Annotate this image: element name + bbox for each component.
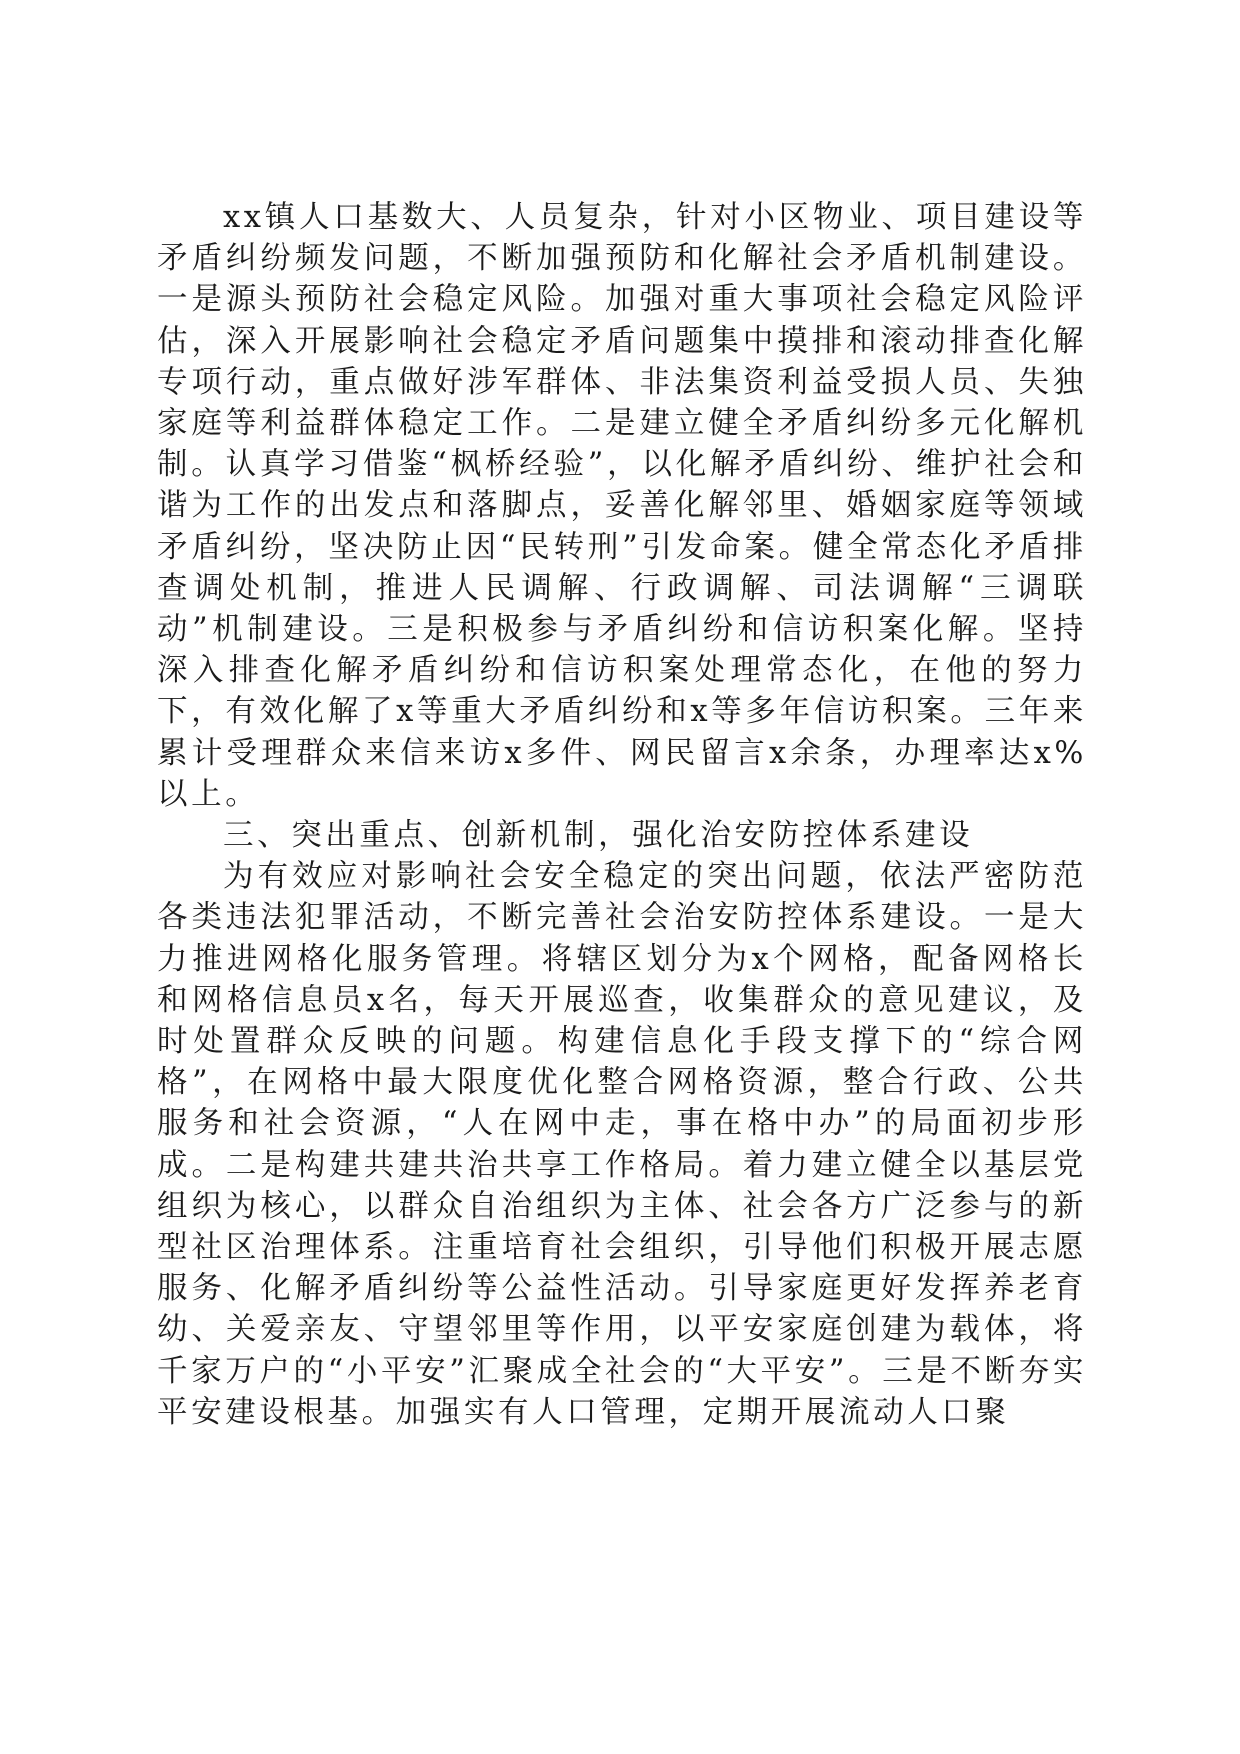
section-heading: 三、突出重点、创新机制，强化治安防控体系建设 (223, 818, 974, 854)
document-body (157, 197, 1087, 1433)
body-paragraph: 为有效应对影响社会安全稳定的突出问题，依法严密防范各类违法犯罪活动，不断完善社会治安防控体系建设。一是大力推进网格化服务管理。将辖区划分为x个网格，配备网格长和网格信息员x名，每天开展巡查，收集群众的意见建议，及时处置群众反映的问题。构建信息化手段支撑下的“综合网格”，在网格中最大限度优化整合网格资源，整合行政、公共服务和社会资源，“人在网中走，事在格中办”的局面初步形成。二是构建共建共治共享工作格局。着力建立健全以基层党组织为核心，以群众自治组织为主体、社会各方广泛参与的新型社区治理体系。注重培育社会组织，引导他们积极开展志愿服务、化解矛盾纠纷等公益性活动。引导家庭更好发挥养老育幼、关爱亲友、守望邻里等作用，以平安家庭创建为载体，将千家万户的“小平安”汇聚成全社会的“大平安”。三是不断夯实平安建设根基。加强实有人口管理，定期开展流动人口聚 (157, 859, 1087, 1430)
body-paragraph: xx镇人口基数大、人员复杂，针对小区物业、项目建设等矛盾纠纷频发问题，不断加强预防和化解社会矛盾机制建设。一是源头预防社会稳定风险。加强对重大事项社会稳定风险评估，深入开展影响社会稳定矛盾问题集中摸排和滚动排查化解专项行动，重点做好涉军群体、非法集资利益受损人员、失独家庭等利益群体稳定工作。二是建立健全矛盾纠纷多元化解机制。认真学习借鉴“枫桥经验”，以化解矛盾纠纷、维护社会和谐为工作的出发点和落脚点，妥善化解邻里、婚姻家庭等领域矛盾纠纷，坚决防止因“民转刑”引发命案。健全常态化矛盾排查调处机制，推进人民调解、行政调解、司法调解“三调联动”机制建设。三是积极参与矛盾纠纷和信访积案化解。坚持深入排查化解矛盾纠纷和信访积案处理常态化，在他的努力下，有效化解了x等重大矛盾纠纷和x等多年信访积案。三年来累计受理群众来信来访x多件、网民留言x余条，办理率达x%以上。 (157, 200, 1087, 812)
